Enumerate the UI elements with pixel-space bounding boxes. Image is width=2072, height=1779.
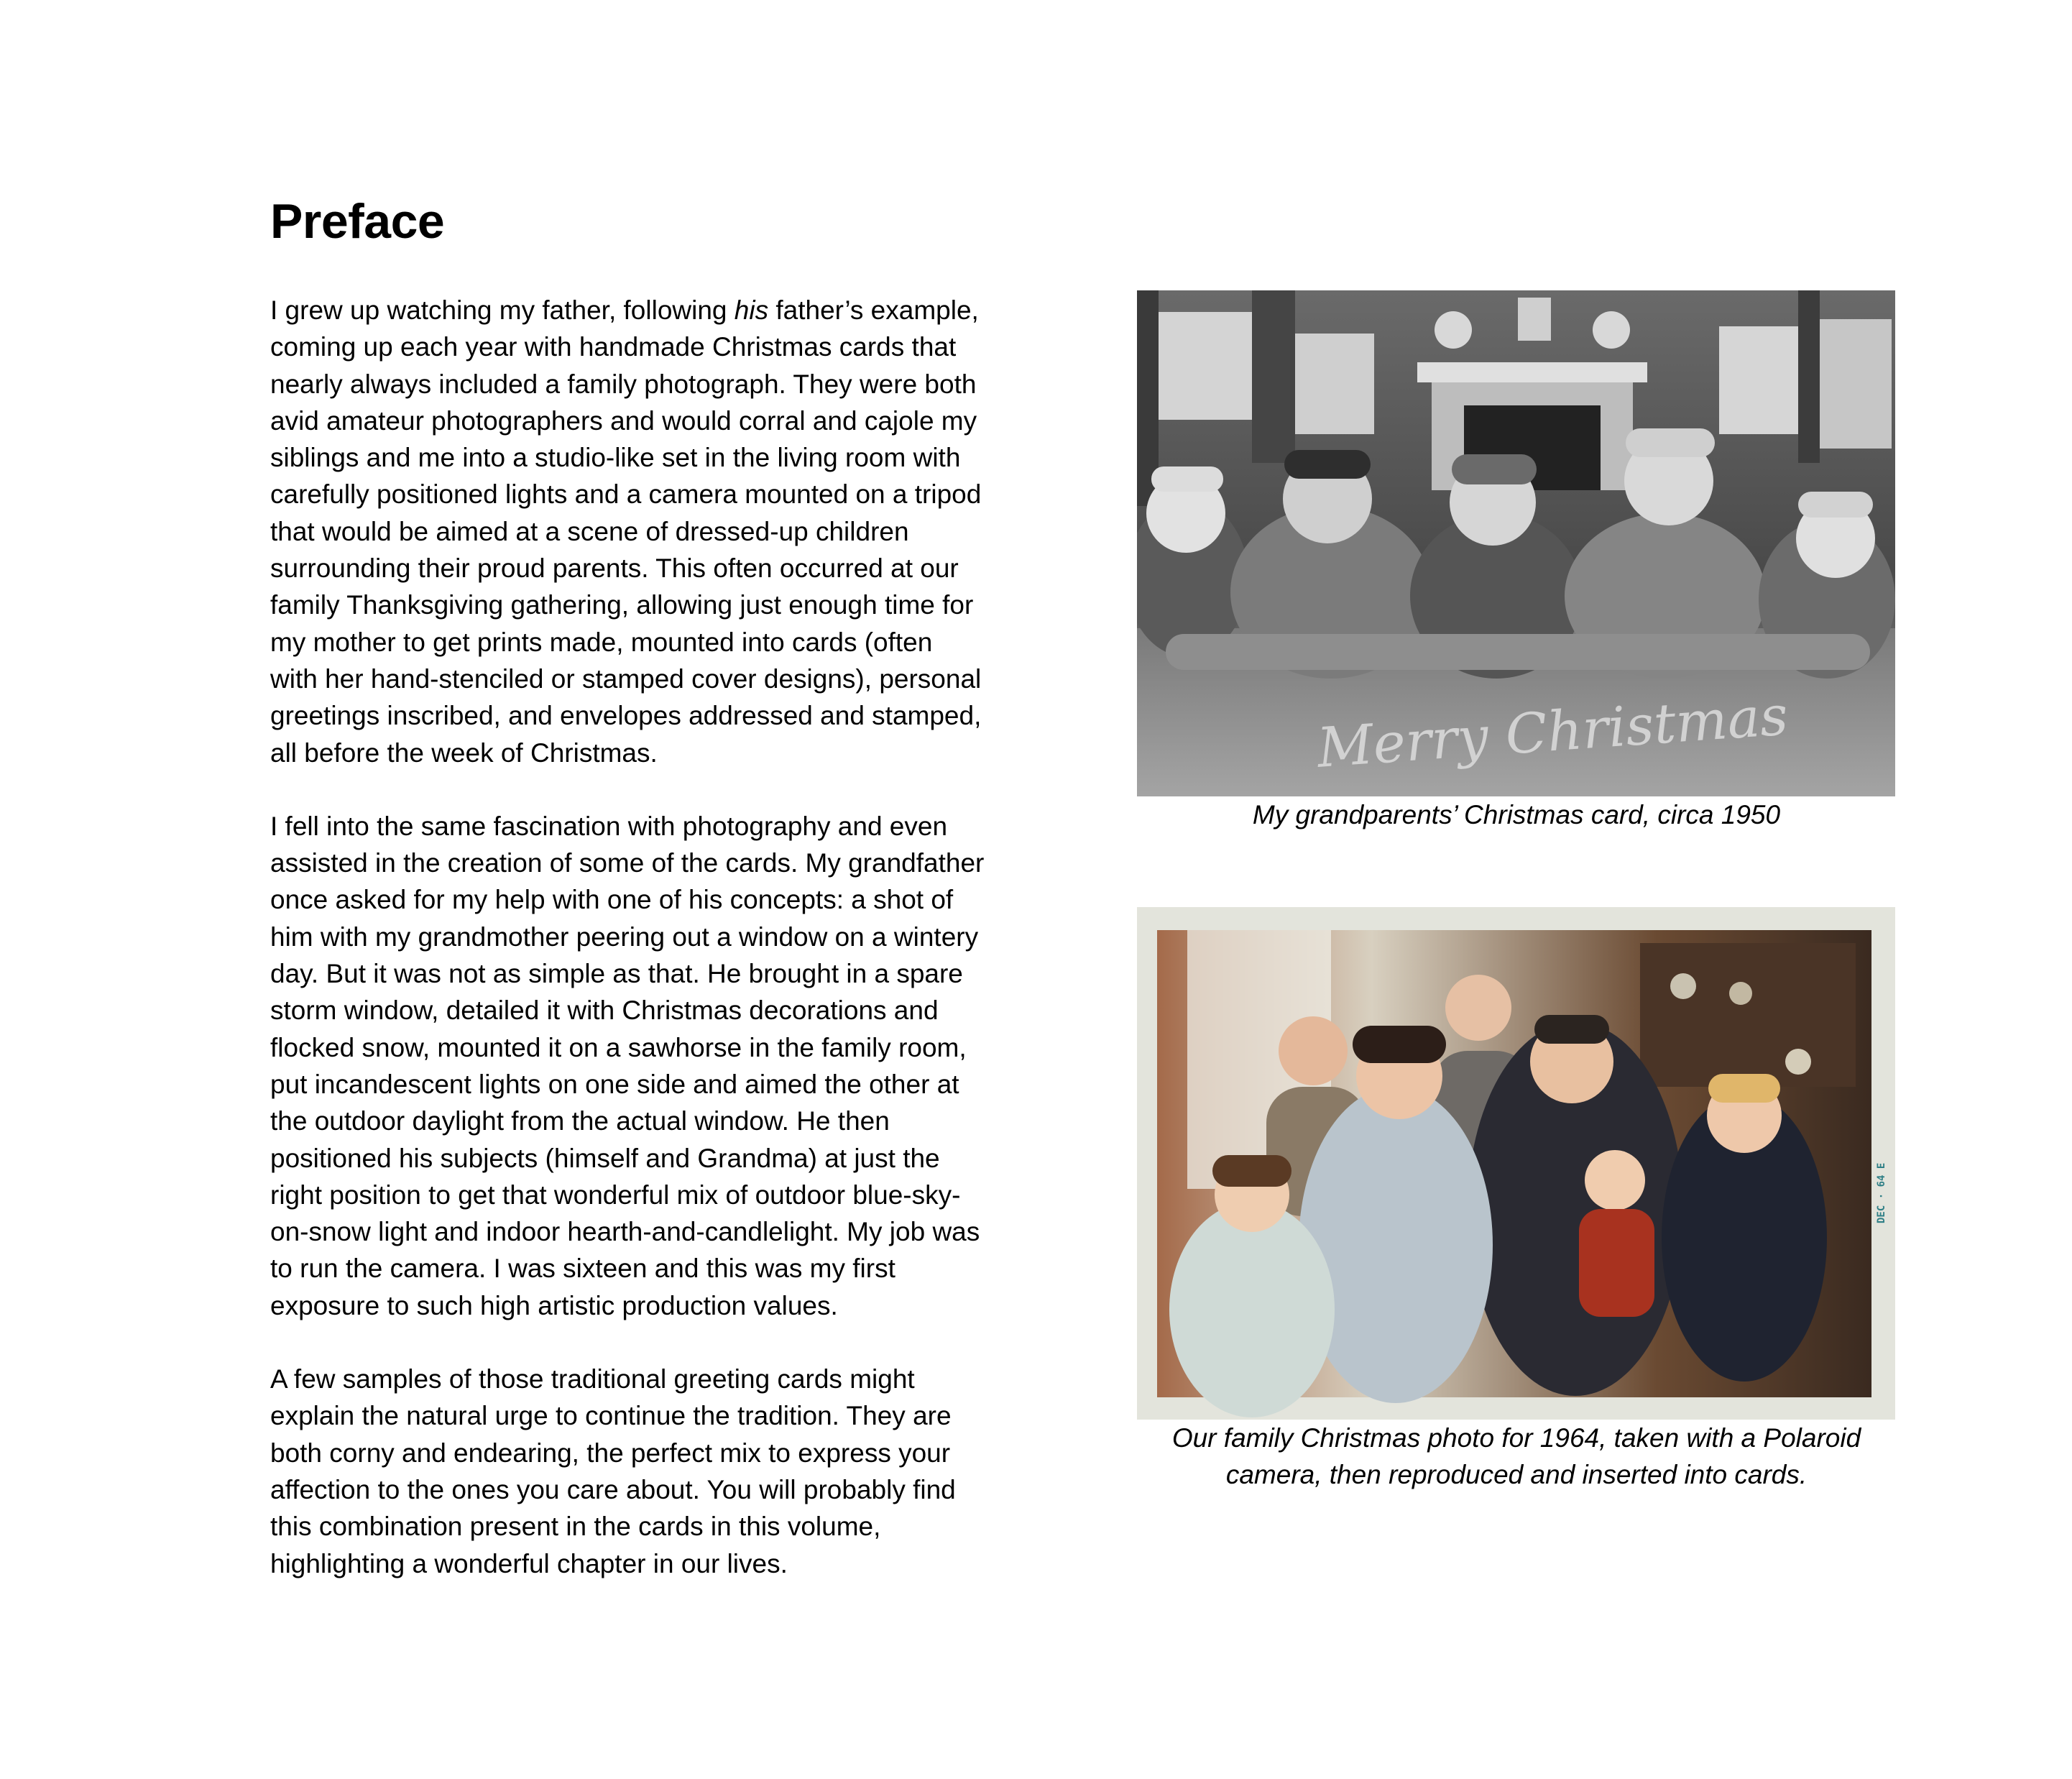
text-line: on-snow light and indoor hearth-and-candlelight. My job was xyxy=(270,1217,980,1247)
emphasis: his xyxy=(734,295,769,325)
grandparents-card-photo xyxy=(1137,290,1895,796)
text-line: nearly always included a family photograph. They were both xyxy=(270,369,977,399)
text-line: coming up each year with handmade Christmas cards that xyxy=(270,332,957,362)
text-line: family Thanksgiving gathering, allowing just enough time for xyxy=(270,590,974,620)
text-line: exposure to such high artistic production values. xyxy=(270,1290,838,1320)
body-paragraph xyxy=(270,1361,1032,1582)
text-line: to run the camera. I was sixteen and this was my first xyxy=(270,1254,895,1284)
photo-caption-1950 xyxy=(1107,796,1926,833)
text-line: greetings inscribed, and envelopes addressed and stamped, xyxy=(270,701,982,731)
text-line: once asked for my help with one of his concepts: a shot of xyxy=(270,885,954,915)
text-line: positioned his subjects (himself and Grandma) at just the xyxy=(270,1143,940,1173)
text-line: this combination present in the cards in this volume, xyxy=(270,1512,881,1542)
text-line: the outdoor daylight from the actual window. He then xyxy=(270,1106,890,1136)
text-line: A few samples of those traditional greeting cards might xyxy=(270,1364,915,1394)
text-line: put incandescent lights on one side and aimed the other at xyxy=(270,1069,959,1099)
text-line: I grew up watching my father, following his father’s example, xyxy=(270,295,979,325)
family-1964-photo xyxy=(1137,907,1895,1420)
text-line: surrounding their proud parents. This often occurred at our xyxy=(270,553,959,584)
text-line: day. But it was not as simple as that. He brought in a spare xyxy=(270,959,963,989)
body-paragraph xyxy=(270,808,1032,1324)
text-line: I fell into the same fascination with photography and even xyxy=(270,811,948,841)
text-line: carefully positioned lights and a camera mounted on a tripod xyxy=(270,479,982,510)
text-line: both corny and endearing, the perfect mix to express your xyxy=(270,1438,951,1468)
text-line: with her hand-stenciled or stamped cover designs), personal xyxy=(270,663,982,694)
body-paragraph xyxy=(270,292,1032,771)
text-line: storm window, detailed it with Christmas decorations and xyxy=(270,996,939,1026)
inscription-text: Merry Christmas xyxy=(1314,683,1790,780)
text-line: him with my grandmother peering out a window on a wintery xyxy=(270,921,979,952)
caption-line: My grandparents’ Christmas card, circa 1950 xyxy=(1252,800,1781,829)
text-line: explain the natural urge to continue the tradition. They are xyxy=(270,1401,952,1431)
text-line: flocked snow, mounted it on a sawhorse in the family room, xyxy=(270,1032,967,1062)
caption-line: Our family Christmas photo for 1964, taken with a Polaroid xyxy=(1171,1423,1861,1453)
date-stamp: DEC · 64 E xyxy=(1876,1162,1887,1223)
body-text xyxy=(270,292,1032,1619)
text-line: my mother to get prints made, mounted into cards (often xyxy=(270,627,933,657)
photo-caption-1964 xyxy=(1107,1420,1926,1493)
text-line: highlighting a wonderful chapter in our lives. xyxy=(270,1548,788,1578)
text-line: right position to get that wonderful mix of outdoor blue-sky- xyxy=(270,1180,961,1210)
page-title: Preface xyxy=(270,194,445,249)
text-line: affection to the ones you care about. You will probably find xyxy=(270,1474,956,1504)
text-line: all before the week of Christmas. xyxy=(270,737,658,768)
caption-line: camera, then reproduced and inserted into cards. xyxy=(1225,1460,1808,1489)
text-line: that would be aimed at a scene of dressed-up children xyxy=(270,516,909,546)
text-line: avid amateur photographers and would corral and cajole my xyxy=(270,405,977,436)
text-line: assisted in the creation of some of the cards. My grandfather xyxy=(270,848,985,878)
text-line: siblings and me into a studio-like set in the living room with xyxy=(270,443,961,473)
